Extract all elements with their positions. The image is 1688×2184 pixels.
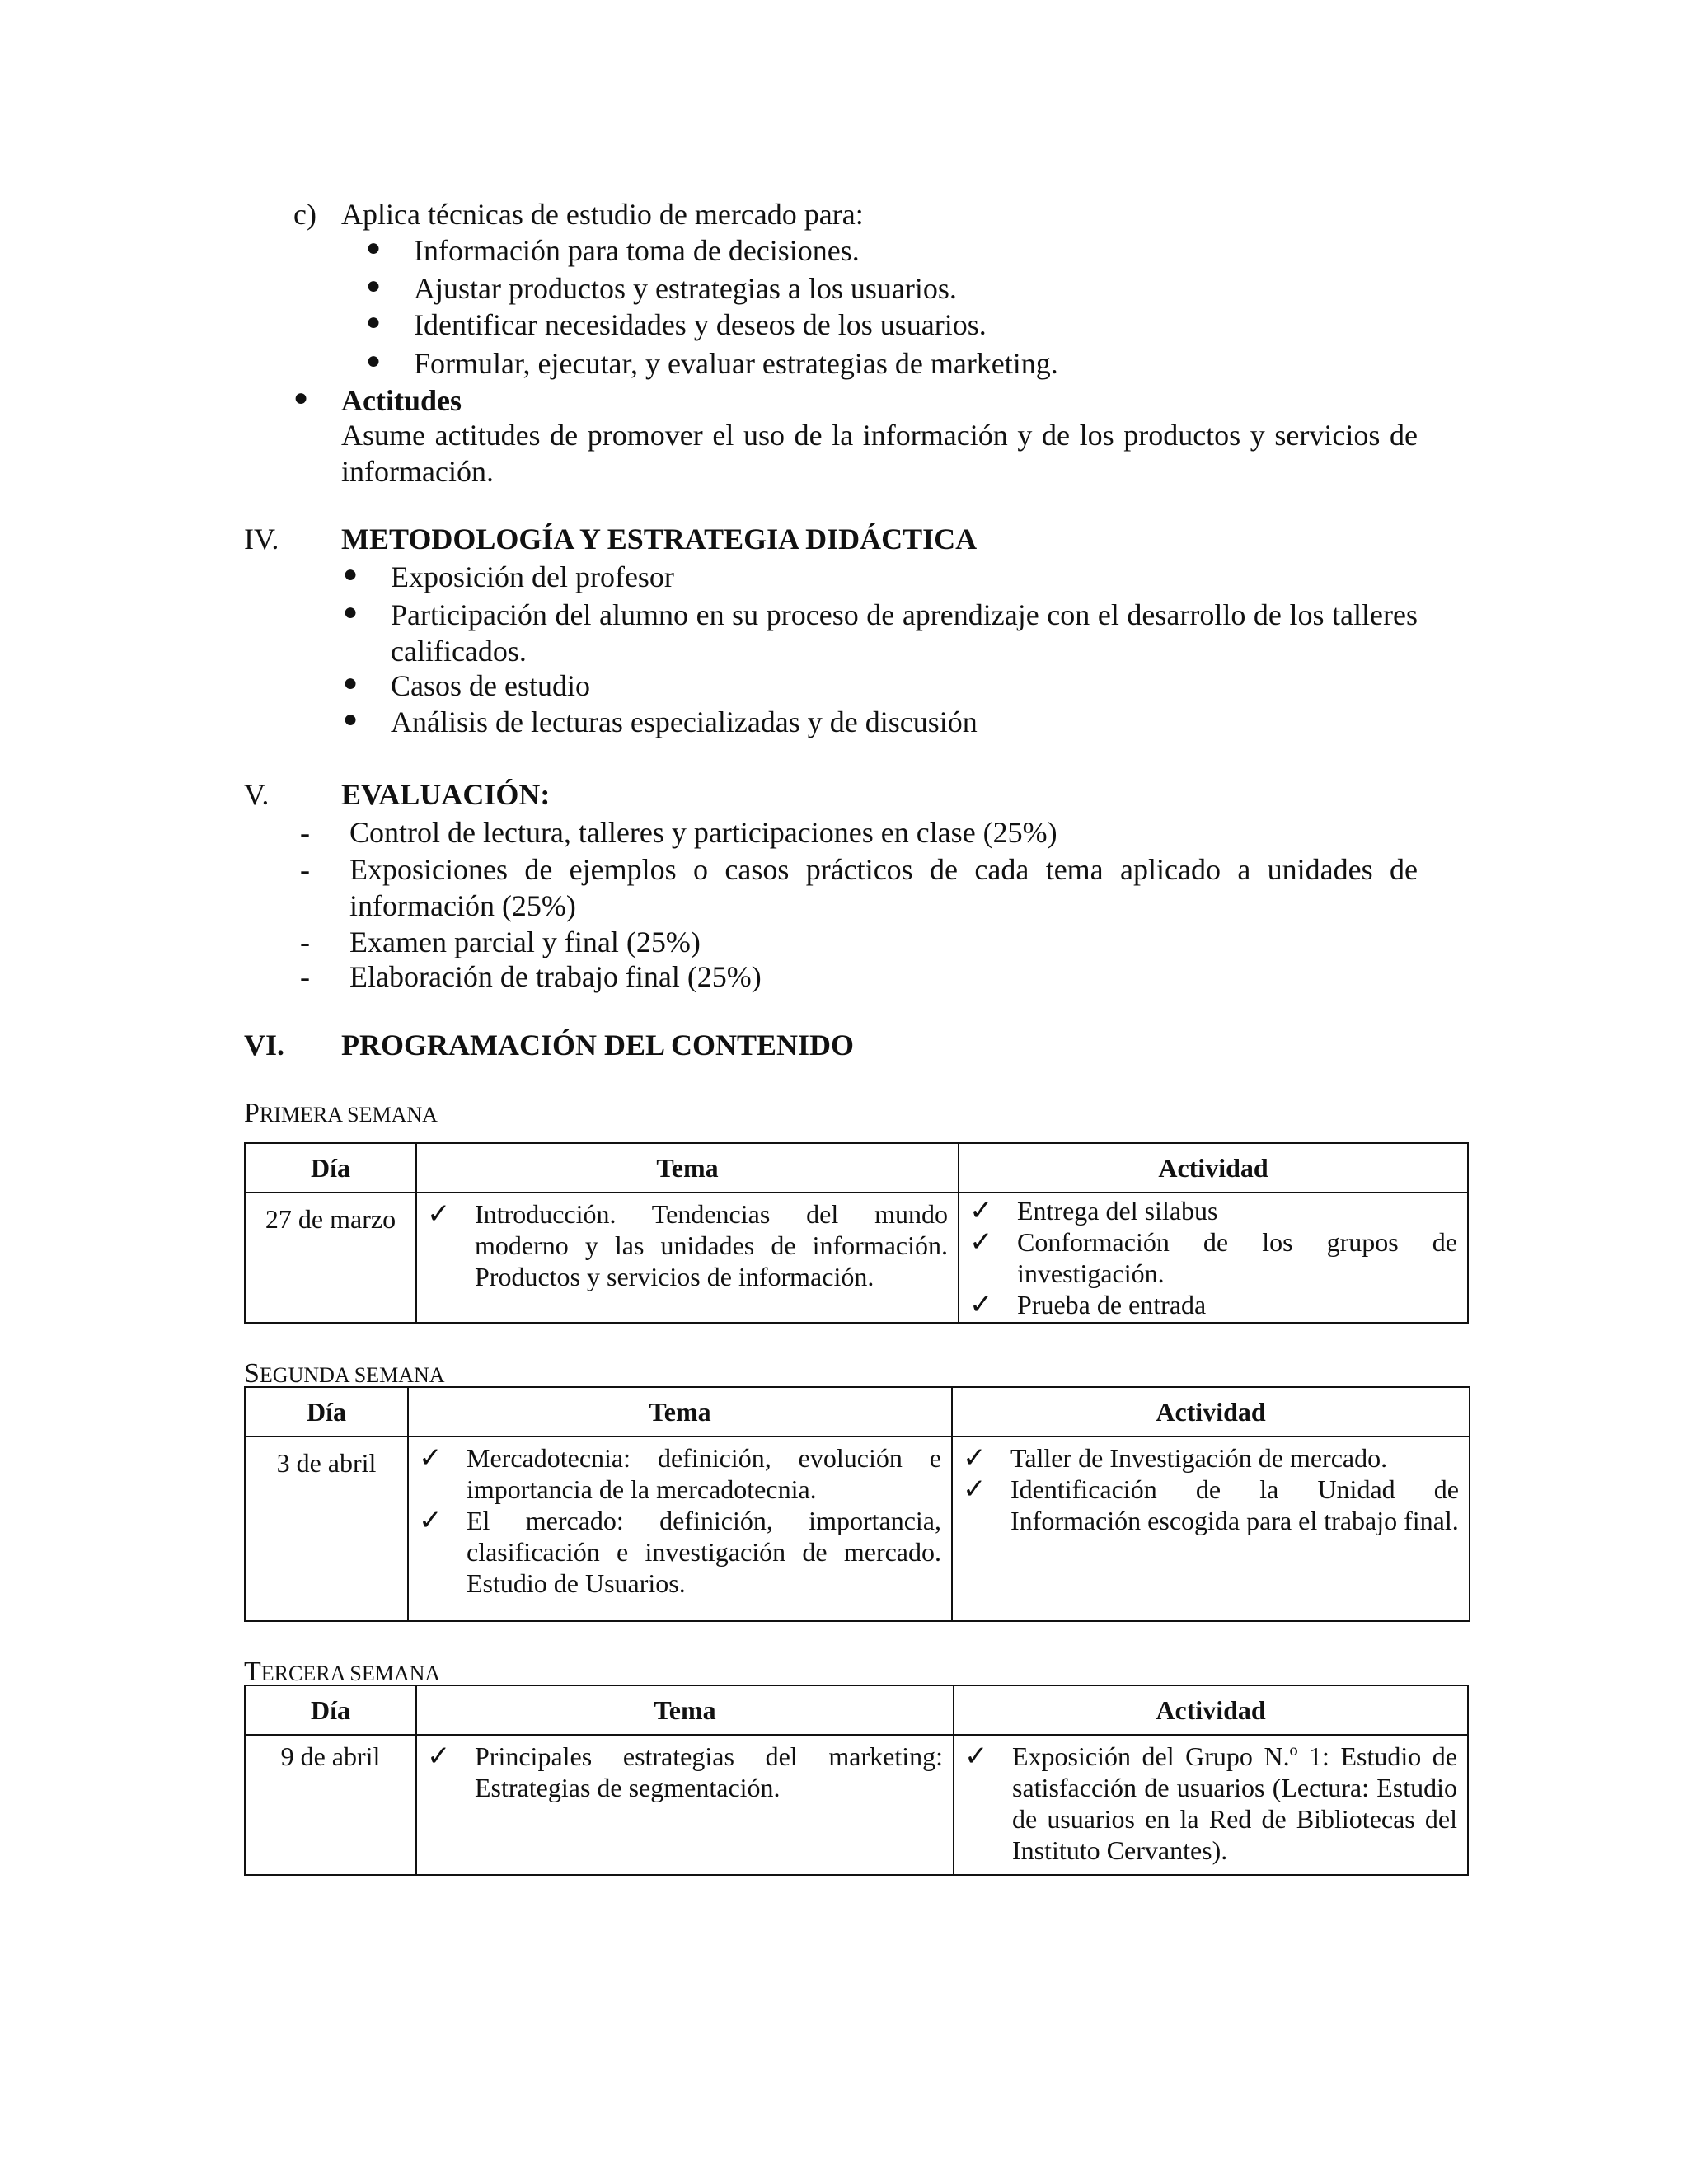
section-c-item: Información para toma de decisiones. <box>414 234 860 267</box>
section-c-label: c) <box>293 198 316 231</box>
week-label-cap: S <box>244 1358 260 1389</box>
evaluacion-item: Examen parcial y final (25%) <box>349 926 701 958</box>
check-icon: ✓ <box>419 1504 443 1537</box>
section-c-title: Aplica técnicas de estudio de mercado para: <box>341 198 864 231</box>
table-header-row <box>245 1143 1468 1193</box>
metodologia-item: Participación del alumno en su proceso de aprendizaje con el desarrollo de los talleres calificados. <box>391 598 1418 668</box>
actividad-text: Conformación de los grupos de investigación. <box>1017 1227 1457 1288</box>
header-tema: Tema <box>408 1387 952 1436</box>
tema-cell <box>408 1436 952 1621</box>
actitudes-title: Actitudes <box>341 384 462 417</box>
check-item <box>427 1741 943 1803</box>
week-3-table <box>244 1685 1469 1876</box>
week-2-label <box>244 1358 445 1390</box>
tema-text: Principales estrategias del marketing: Estrategias de segmentación. <box>475 1741 943 1802</box>
header-actividad: Actividad <box>952 1387 1470 1436</box>
actividad-cell <box>954 1735 1468 1875</box>
section-iv-title: METODOLOGÍA Y ESTRATEGIA DIDÁCTICA <box>341 523 978 555</box>
week-label-cap: T <box>244 1657 261 1687</box>
week-label-rest: RIMERA SEMANA <box>259 1103 438 1127</box>
bullet-icon: ● <box>366 234 382 261</box>
section-v-title: EVALUACIÓN: <box>341 778 551 811</box>
actividad-text: Entrega del silabus <box>1017 1196 1218 1226</box>
bullet-icon: ● <box>343 560 359 588</box>
section-c-item: Ajustar productos y estrategias a los usuarios. <box>414 272 957 305</box>
dash-marker: - <box>300 853 310 886</box>
week-label-rest: EGUNDA SEMANA <box>259 1363 445 1387</box>
tema-text: Mercadotecnia: definición, evolución e importancia de la mercadotecnia. <box>467 1443 941 1504</box>
header-dia: Día <box>245 1143 416 1193</box>
table-header-row <box>245 1685 1468 1735</box>
check-icon: ✓ <box>964 1740 988 1773</box>
evaluacion-item: Exposiciones de ejemplos o casos prácticos de cada tema aplicado a unidades de información (25%) <box>349 853 1418 922</box>
bullet-icon: ● <box>293 384 309 411</box>
actividad-text: Taller de Investigación de mercado. <box>1010 1443 1388 1473</box>
section-c-item: Formular, ejecutar, y evaluar estrategias de marketing. <box>414 347 1058 380</box>
tema-text: Introducción. Tendencias del mundo moderno y las unidades de información. Productos y servicios de información. <box>475 1199 948 1291</box>
actividad-cell <box>959 1193 1468 1323</box>
table-row <box>245 1193 1468 1323</box>
week-1-label <box>244 1098 438 1129</box>
header-tema: Tema <box>416 1685 954 1735</box>
check-item <box>419 1505 941 1599</box>
week-1-table <box>244 1142 1469 1324</box>
bullet-icon: ● <box>343 669 359 696</box>
actividad-text: Exposición del Grupo N.º 1: Estudio de satisfacción de usuarios (Lectura: Estudio de usuarios en la Red de Bibliotecas del Instituto Cervantes). <box>1012 1741 1457 1865</box>
week-3-label <box>244 1657 440 1688</box>
header-dia: Día <box>245 1685 416 1735</box>
table-row <box>245 1735 1468 1875</box>
check-icon: ✓ <box>963 1441 987 1474</box>
check-icon: ✓ <box>969 1288 993 1321</box>
metodologia-item: Exposición del profesor <box>391 560 674 593</box>
dash-marker: - <box>300 926 310 958</box>
actividad-text: Identificación de la Unidad de Información escogida para el trabajo final. <box>1010 1474 1459 1535</box>
check-icon: ✓ <box>419 1441 443 1474</box>
actitudes-text: Asume actitudes de promover el uso de la información y de los productos y servicios de información. <box>341 419 1418 488</box>
section-vi-numeral: VI. <box>244 1029 285 1062</box>
table-row <box>245 1436 1470 1621</box>
check-item <box>969 1195 1457 1226</box>
section-iv-numeral: IV. <box>244 523 279 555</box>
bullet-icon: ● <box>343 598 359 626</box>
header-tema: Tema <box>416 1143 959 1193</box>
metodologia-item: Casos de estudio <box>391 669 590 702</box>
bullet-icon: ● <box>343 705 359 733</box>
section-c-item: Identificar necesidades y deseos de los usuarios. <box>414 308 987 341</box>
day-cell: 9 de abril <box>245 1735 416 1875</box>
check-icon: ✓ <box>963 1473 987 1506</box>
evaluacion-item: Control de lectura, talleres y participaciones en clase (25%) <box>349 816 1057 849</box>
actividad-text: Prueba de entrada <box>1017 1290 1207 1319</box>
dash-marker: - <box>300 816 310 849</box>
check-item <box>427 1198 948 1292</box>
day-cell: 3 de abril <box>245 1436 408 1621</box>
tema-cell <box>416 1193 959 1323</box>
actividad-cell <box>952 1436 1470 1621</box>
metodologia-item: Análisis de lecturas especializadas y de discusión <box>391 705 978 738</box>
table-header-row <box>245 1387 1470 1436</box>
header-actividad: Actividad <box>959 1143 1468 1193</box>
section-vi-title: PROGRAMACIÓN DEL CONTENIDO <box>341 1029 855 1062</box>
evaluacion-item: Elaboración de trabajo final (25%) <box>349 960 762 993</box>
week-label-rest: ERCERA SEMANA <box>260 1661 441 1685</box>
tema-cell <box>416 1735 954 1875</box>
check-item <box>969 1289 1457 1320</box>
header-actividad: Actividad <box>954 1685 1468 1735</box>
check-item <box>969 1226 1457 1289</box>
week-2-table <box>244 1386 1470 1622</box>
bullet-icon: ● <box>366 347 382 374</box>
week-label-cap: P <box>244 1098 260 1128</box>
check-icon: ✓ <box>427 1197 451 1230</box>
check-icon: ✓ <box>427 1740 451 1773</box>
dash-marker: - <box>300 960 310 993</box>
check-item <box>419 1442 941 1505</box>
section-v-numeral: V. <box>244 778 270 811</box>
check-icon: ✓ <box>969 1194 993 1227</box>
tema-text: El mercado: definición, importancia, clasificación e investigación de mercado. Estudio de Usuarios. <box>467 1506 941 1598</box>
check-item <box>963 1474 1459 1536</box>
check-icon: ✓ <box>969 1226 993 1258</box>
check-item <box>964 1741 1457 1866</box>
header-dia: Día <box>245 1387 408 1436</box>
bullet-icon: ● <box>366 308 382 335</box>
day-cell: 27 de marzo <box>245 1193 416 1323</box>
bullet-icon: ● <box>366 272 382 299</box>
check-item <box>963 1442 1459 1474</box>
